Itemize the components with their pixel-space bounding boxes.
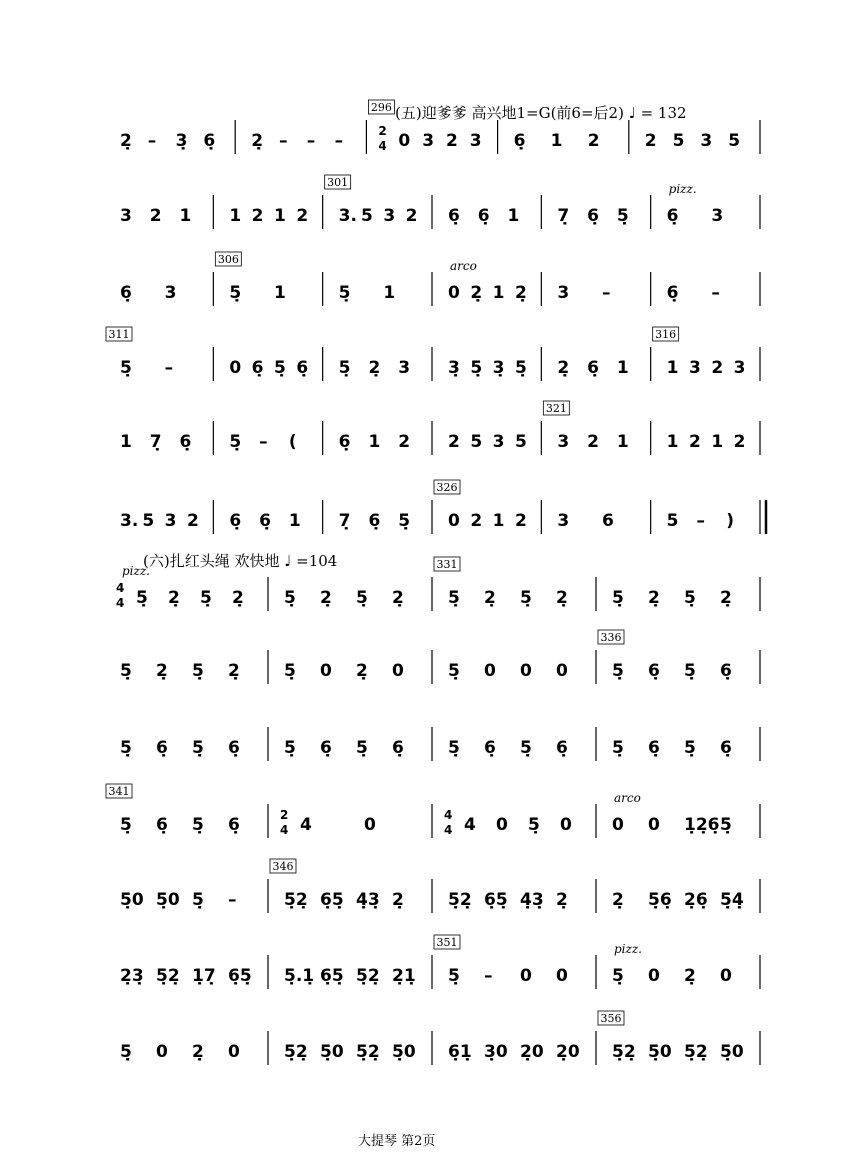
jianpu-note: 5 (361, 206, 373, 226)
jianpu-note: 6̣ (392, 738, 404, 758)
jianpu-note: 5̣0 (648, 1042, 672, 1062)
jianpu-note: 5 (672, 131, 685, 151)
jianpu-note: 3 (164, 283, 177, 303)
jianpu-note: 6̣1̣ (448, 1042, 472, 1062)
jianpu-note: 4̣3̣ (356, 890, 380, 910)
jianpu-note: 5̣ (120, 358, 132, 378)
rehearsal-number: 336 (600, 631, 622, 644)
jianpu-note: 6̣ (120, 283, 132, 303)
jianpu-note: 6̣ (338, 432, 351, 452)
jianpu-note: 3 (711, 206, 724, 226)
jianpu-note: – (259, 432, 268, 452)
jianpu-note: 5 (515, 432, 527, 452)
jianpu-note: 2̣ (320, 588, 332, 608)
jianpu-note: 5 (666, 511, 679, 531)
jianpu-note: – (696, 511, 705, 531)
jianpu-note: 1 (507, 206, 520, 226)
jianpu-note: 2 (187, 511, 199, 531)
jianpu-note: 6̣ (259, 511, 271, 531)
quarter-note-icon: ♩ (284, 552, 292, 570)
jianpu-note: 0 (398, 131, 411, 151)
jianpu-note: 2 (448, 432, 460, 452)
jianpu-note: 5̣ (612, 661, 624, 681)
jianpu-note: 5̣ (356, 588, 368, 608)
jianpu-note: 2̣ (392, 588, 404, 608)
page-footer: 大提琴 第2页 (358, 1134, 436, 1149)
jianpu-note: 6̣ (556, 738, 568, 758)
jianpu-note: 2̣6̣ (684, 890, 708, 910)
jianpu-note: 5̣ (338, 358, 351, 378)
rehearsal-number: 351 (436, 936, 458, 949)
section6-title: (六)扎红头绳 欢快地 (143, 552, 280, 570)
jianpu-note: 6̣5̣ (228, 966, 252, 986)
jianpu-note: – (279, 131, 288, 151)
jianpu-note: 5̣ (616, 206, 629, 226)
jianpu-note: 0 (364, 815, 376, 835)
jianpu-note: 0 (720, 966, 732, 986)
jianpu-note: 3 (164, 511, 177, 531)
jianpu-note: 5̣6̣ (648, 890, 672, 910)
jianpu-note: 2̣ (251, 131, 264, 151)
jianpu-note: 3 (422, 131, 435, 151)
jianpu-note: 1 (666, 358, 679, 378)
jianpu-note: 2̣ (684, 966, 696, 986)
jianpu-note: 6̣ (720, 738, 732, 758)
jianpu-note: 2̣ (470, 283, 483, 303)
jianpu-note: 4̣3̣ (520, 890, 544, 910)
jianpu-note: 5̣2̣ (356, 1042, 380, 1062)
jianpu-note: 5̣ (520, 588, 532, 608)
jianpu-note: 0 (560, 815, 572, 835)
performance-mark: pizz. (668, 182, 697, 196)
jianpu-note: 0 (520, 661, 532, 681)
jianpu-note: 5̣ (684, 661, 696, 681)
rehearsal-number: 346 (272, 860, 294, 873)
jianpu-note: 2̣1̣ (392, 966, 416, 986)
rehearsal-number: 306 (217, 253, 239, 266)
jianpu-note: 2 (446, 131, 458, 151)
jianpu-note: 5̣0 (392, 1042, 416, 1062)
jianpu-note: 1 (120, 432, 132, 452)
jianpu-note: 2̣ (168, 588, 180, 608)
jianpu-note: 1 (616, 358, 629, 378)
rehearsal-number: 326 (436, 481, 458, 494)
jianpu-note: 6̣ (179, 432, 192, 452)
jianpu-note: 5̣2̣ (684, 1042, 708, 1062)
jianpu-note: 5̣ (120, 1042, 132, 1062)
time-sig-top: 4 (444, 808, 453, 822)
jianpu-note: 5̣ (120, 661, 132, 681)
jianpu-note: 0 (496, 815, 508, 835)
jianpu-note: 6̣ (648, 738, 660, 758)
jianpu-note: 2 (149, 206, 162, 226)
jianpu-note: 2 (587, 131, 600, 151)
jianpu-note: 2 (296, 206, 309, 226)
jianpu-note: 5̣ (528, 815, 540, 835)
jianpu-note: – (164, 358, 174, 378)
jianpu-note: 3 (383, 206, 396, 226)
jianpu-note: 5̣ (612, 738, 624, 758)
jianpu-note: 5̣ (448, 588, 460, 608)
jianpu-note: 2̣ (515, 283, 527, 303)
jianpu-note: 3 (557, 283, 570, 303)
jianpu-note: 2 (251, 206, 264, 226)
jianpu-note: 2̣ (556, 588, 568, 608)
jianpu-note: 0 (448, 511, 460, 531)
jianpu-note: 5̣ (448, 661, 460, 681)
jianpu-note: 2 (470, 511, 483, 531)
jianpu-note: 6̣5̣ (320, 890, 344, 910)
jianpu-note: 2̣ (356, 661, 368, 681)
jianpu-note: 2 (515, 511, 527, 531)
jianpu-note: – (147, 131, 157, 151)
jianpu-note: 5̣ (448, 738, 460, 758)
jianpu-note: 0 (229, 358, 242, 378)
rehearsal-number: 321 (545, 402, 567, 415)
jianpu-note: 6̣5̣ (484, 890, 508, 910)
jianpu-note: 5̣2̣ (284, 1042, 308, 1062)
jianpu-note: 3 (120, 206, 132, 226)
jianpu-note: 1 (492, 511, 505, 531)
jianpu-note: 2̣ (612, 890, 624, 910)
jianpu-note: 5 (470, 432, 483, 452)
jianpu-note: 5̣0 (320, 1042, 344, 1062)
jianpu-note: 6̣ (587, 358, 599, 378)
jianpu-note: 7̣ (557, 206, 570, 226)
time-sig-bottom: 4 (444, 823, 453, 837)
jianpu-note: 5̣ (136, 588, 148, 608)
jianpu-note: 6̣ (484, 738, 496, 758)
jianpu-note: 5̣2̣ (356, 966, 380, 986)
time-sig-top: 2 (280, 808, 289, 822)
jianpu-note: 2̣ (192, 1042, 204, 1062)
jianpu-note: 1 (274, 283, 286, 303)
jianpu-note: 1 (288, 511, 301, 531)
time-sig-bottom: 4 (116, 596, 125, 610)
jianpu-note: 5̣ (120, 815, 132, 835)
jianpu-note: 5̣ (192, 890, 204, 910)
jianpu-note: – (306, 131, 316, 151)
jianpu-note: 2̣ (368, 358, 381, 378)
jianpu-note: ( (288, 432, 297, 452)
jianpu-note: 5̣ (612, 588, 624, 608)
time-sig-bottom: 4 (280, 823, 289, 837)
jianpu-note: 6 (602, 511, 614, 531)
jianpu-note: – (711, 283, 720, 303)
jianpu-note: ) (726, 511, 735, 531)
jianpu-note: 3 (689, 358, 701, 378)
jianpu-note: 6̣ (320, 738, 332, 758)
jianpu-note: 2 (733, 432, 746, 452)
jianpu-note: 6̣ (156, 738, 168, 758)
rehearsal-number: 296 (370, 101, 392, 114)
jianpu-note: 2 (689, 432, 701, 452)
rehearsal-number: 301 (327, 176, 349, 189)
jianpu-note: 2̣ (120, 131, 132, 151)
jianpu-note: 2̣ (556, 890, 568, 910)
jianpu-note: 5̣ (720, 815, 732, 835)
jianpu-note: 1 (550, 131, 563, 151)
jianpu-note: 3 (492, 432, 505, 452)
jianpu-note: 6̣ (648, 661, 660, 681)
jianpu-note: 6̣ (720, 661, 732, 681)
jianpu-note: 5̣ (192, 815, 204, 835)
jianpu-note: 6̣ (251, 358, 264, 378)
jianpu-note: – (334, 131, 344, 151)
jianpu-note: 7̣ (149, 432, 162, 452)
jianpu-note: 5̣0 (156, 890, 180, 910)
rehearsal-number: 316 (655, 328, 677, 341)
jianpu-note: 5̣ (515, 358, 527, 378)
jianpu-note: 2 (405, 206, 418, 226)
rehearsal-number: 331 (436, 558, 458, 571)
rehearsal-number: 311 (108, 328, 130, 341)
jianpu-note: 2 (644, 131, 657, 151)
jianpu-note: 1 (179, 206, 192, 226)
jianpu-note: 5̣ (520, 738, 532, 758)
jianpu-note: 5̣ (284, 661, 296, 681)
jianpu-note: 6̣ (666, 283, 679, 303)
jianpu-note: 3̣ (175, 131, 188, 151)
jianpu-note: 5̣ (192, 661, 204, 681)
jianpu-note: 2̣0 (556, 1042, 580, 1062)
jianpu-note: 0 (484, 661, 496, 681)
jianpu-note: 6̣ (203, 131, 216, 151)
time-sig-top: 2 (378, 124, 387, 138)
jianpu-note: 5̣ (274, 358, 286, 378)
jianpu-note: 3 (733, 358, 746, 378)
jianpu-note: 0 (556, 966, 568, 986)
jianpu-note: 5̣ (356, 738, 368, 758)
time-sig-top: 4 (116, 581, 125, 595)
jianpu-note: 5̣2̣ (448, 890, 472, 910)
jianpu-note: 0 (520, 966, 532, 986)
jianpu-note: 5̣ (448, 966, 460, 986)
jianpu-note: 5̣ (398, 511, 411, 531)
jianpu-note: 5̣ (284, 588, 296, 608)
jianpu-note: 5̣ (684, 738, 696, 758)
jianpu-note: 6̣ (228, 815, 240, 835)
jianpu-note: 0 (648, 815, 660, 835)
jianpu-note: 2̣ (720, 588, 732, 608)
quarter-note-icon: ♩ (628, 104, 636, 122)
jianpu-note: 2 (711, 358, 724, 378)
jianpu-note: 2̣ (484, 588, 496, 608)
jianpu-note: 3̣0 (484, 1042, 508, 1062)
section6-heading (143, 550, 337, 571)
section5-title: (五)迎爹爹 高兴地1=G(前6=后2) (395, 104, 624, 122)
jianpu-note: 1̣7̣ (192, 966, 216, 986)
jianpu-note: 5̣ (200, 588, 212, 608)
jianpu-note: 5̣2̣ (284, 890, 308, 910)
jianpu-note: 2̣3̣ (120, 966, 144, 986)
jianpu-note: 5̣ (684, 588, 696, 608)
jianpu-note: 3 (557, 511, 570, 531)
jianpu-note: 0 (448, 283, 460, 303)
jianpu-note: 5̣2̣ (612, 1042, 636, 1062)
jianpu-note: 5 (728, 131, 741, 151)
jianpu-note: 2̣ (648, 588, 660, 608)
jianpu-note: 0 (612, 815, 624, 835)
section5-heading (395, 102, 687, 123)
jianpu-note: 4 (300, 815, 312, 835)
jianpu-note: 5̣ (284, 738, 296, 758)
jianpu-note: 6̣ (513, 131, 526, 151)
jianpu-note: 5̣ (612, 966, 624, 986)
jianpu-note: – (484, 966, 493, 986)
jianpu-note: 5̣.1̣ (284, 966, 315, 986)
jianpu-note: 3 (469, 131, 482, 151)
time-sig-bottom: 4 (378, 139, 387, 153)
jianpu-note: 5̣ (120, 738, 132, 758)
jianpu-note: – (228, 890, 237, 910)
jianpu-note: 0 (320, 661, 332, 681)
jianpu-note: – (602, 283, 611, 303)
jianpu-note: 6̣ (296, 358, 309, 378)
jianpu-note: 3 (700, 131, 713, 151)
jianpu-note: 5̣4̣ (720, 890, 744, 910)
jianpu-note: 6̣ (477, 206, 490, 226)
jianpu-note: 4 (464, 815, 476, 835)
jianpu-note: 1̣2̣6̣ (684, 815, 720, 835)
jianpu-note: 5 (142, 511, 155, 531)
jianpu-note: 6̣ (587, 206, 599, 226)
jianpu-note: 5̣0 (120, 890, 144, 910)
jianpu-note: 0 (648, 966, 660, 986)
jianpu-note: 2 (398, 432, 411, 452)
section5-tempo: = 132 (640, 104, 687, 122)
jianpu-note: 6̣ (666, 206, 679, 226)
jianpu-note: 1 (492, 283, 505, 303)
jianpu-note: 7̣ (338, 511, 351, 531)
jianpu-note: 3̣ (492, 358, 505, 378)
jianpu-note: 5̣ (229, 432, 242, 452)
jianpu-note: 1 (666, 432, 679, 452)
section6-tempo: =104 (296, 552, 338, 570)
jianpu-note: 5̣ (470, 358, 483, 378)
jianpu-note: 2̣ (557, 358, 570, 378)
jianpu-note: 1 (368, 432, 381, 452)
jianpu-note: 1 (383, 283, 396, 303)
jianpu-note: 5̣ (229, 283, 242, 303)
jianpu-note: 3 (398, 358, 411, 378)
performance-mark: pizz. (122, 564, 150, 578)
jianpu-note: 6̣5̣ (320, 966, 344, 986)
jianpu-note: 2̣0 (520, 1042, 544, 1062)
jianpu-note: 3̣ (448, 358, 460, 378)
jianpu-note: 2̣ (232, 588, 244, 608)
jianpu-note: 6̣ (448, 206, 460, 226)
jianpu-note: 0 (228, 1042, 240, 1062)
performance-mark: pizz. (614, 942, 642, 956)
performance-mark: arco (614, 791, 641, 805)
jianpu-note: 1 (711, 432, 724, 452)
jianpu-note: 2 (587, 432, 599, 452)
jianpu-note: 2̣ (228, 661, 240, 681)
jianpu-note: 6̣ (156, 815, 168, 835)
jianpu-note: 5̣0 (720, 1042, 744, 1062)
jianpu-note: 0 (156, 1042, 168, 1062)
jianpu-note: 0 (392, 661, 404, 681)
jianpu-note: 1 (616, 432, 629, 452)
rehearsal-number: 356 (600, 1012, 622, 1025)
jianpu-note: 0 (556, 661, 568, 681)
jianpu-note: 2̣ (392, 890, 404, 910)
jianpu-note: 1 (229, 206, 242, 226)
jianpu-note: 5̣2̣ (156, 966, 180, 986)
jianpu-note: 3 (557, 432, 570, 452)
jianpu-note: 6̣ (229, 511, 242, 531)
jianpu-note: 6̣ (368, 511, 381, 531)
jianpu-note: 5̣ (338, 283, 351, 303)
jianpu-note: 3. (120, 511, 139, 531)
jianpu-note: 6̣ (228, 738, 240, 758)
rehearsal-number: 341 (108, 785, 130, 798)
performance-mark: arco (450, 259, 477, 273)
jianpu-note: 3. (338, 206, 357, 226)
jianpu-note: 1 (274, 206, 286, 226)
jianpu-note: 5̣ (192, 738, 204, 758)
jianpu-note: 2̣ (156, 661, 168, 681)
